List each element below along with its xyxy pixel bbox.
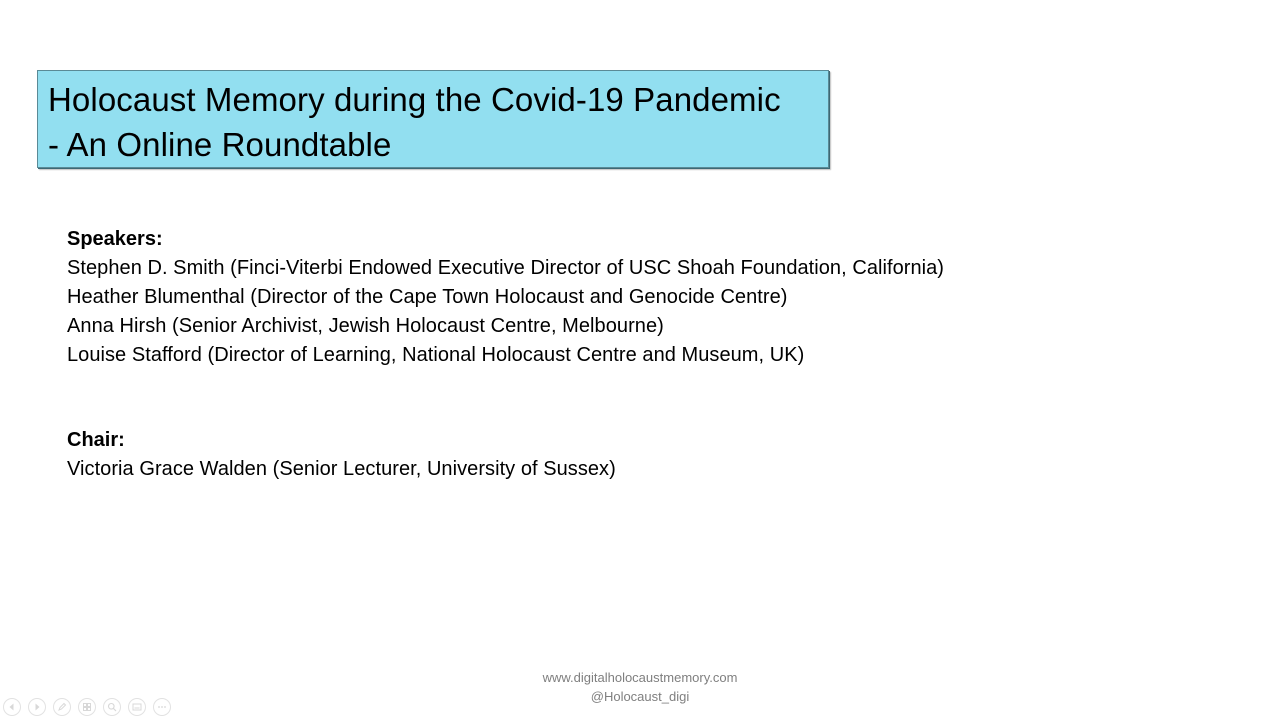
footer-handle: @Holocaust_digi	[590, 689, 690, 704]
speakers-heading: Speakers:	[67, 228, 163, 250]
speaker-entry: Heather Blumenthal (Director of the Cape Town Holocaust and Genocide Centre)	[67, 286, 788, 308]
footer-website: www.digitalholocaustmemory.com	[542, 670, 738, 685]
chair-heading: Chair:	[67, 429, 125, 451]
slide-title-line-1: Holocaust Memory during the Covid-19 Pandemic	[48, 81, 781, 118]
chair-section	[67, 426, 616, 484]
previous-icon[interactable]	[3, 698, 21, 716]
title-box	[37, 70, 829, 168]
speaker-entry: Stephen D. Smith (Finci-Viterbi Endowed Executive Director of USC Shoah Foundation, California)	[67, 257, 945, 279]
zoom-icon[interactable]	[103, 698, 121, 716]
slide-footer	[440, 668, 840, 706]
pen-icon[interactable]	[53, 698, 71, 716]
chair-entry: Victoria Grace Walden (Senior Lecturer, University of Sussex)	[67, 458, 616, 480]
next-icon[interactable]	[28, 698, 46, 716]
slides-icon[interactable]	[78, 698, 96, 716]
presentation-controls	[3, 698, 171, 716]
speakers-section	[67, 225, 944, 370]
speaker-entry: Louise Stafford (Director of Learning, National Holocaust Centre and Museum, UK)	[67, 344, 805, 366]
subtitles-icon[interactable]	[128, 698, 146, 716]
speaker-entry: Anna Hirsh (Senior Archivist, Jewish Holocaust Centre, Melbourne)	[67, 315, 664, 337]
slide-title-line-2: - An Online Roundtable	[48, 126, 392, 163]
more-icon[interactable]	[153, 698, 171, 716]
